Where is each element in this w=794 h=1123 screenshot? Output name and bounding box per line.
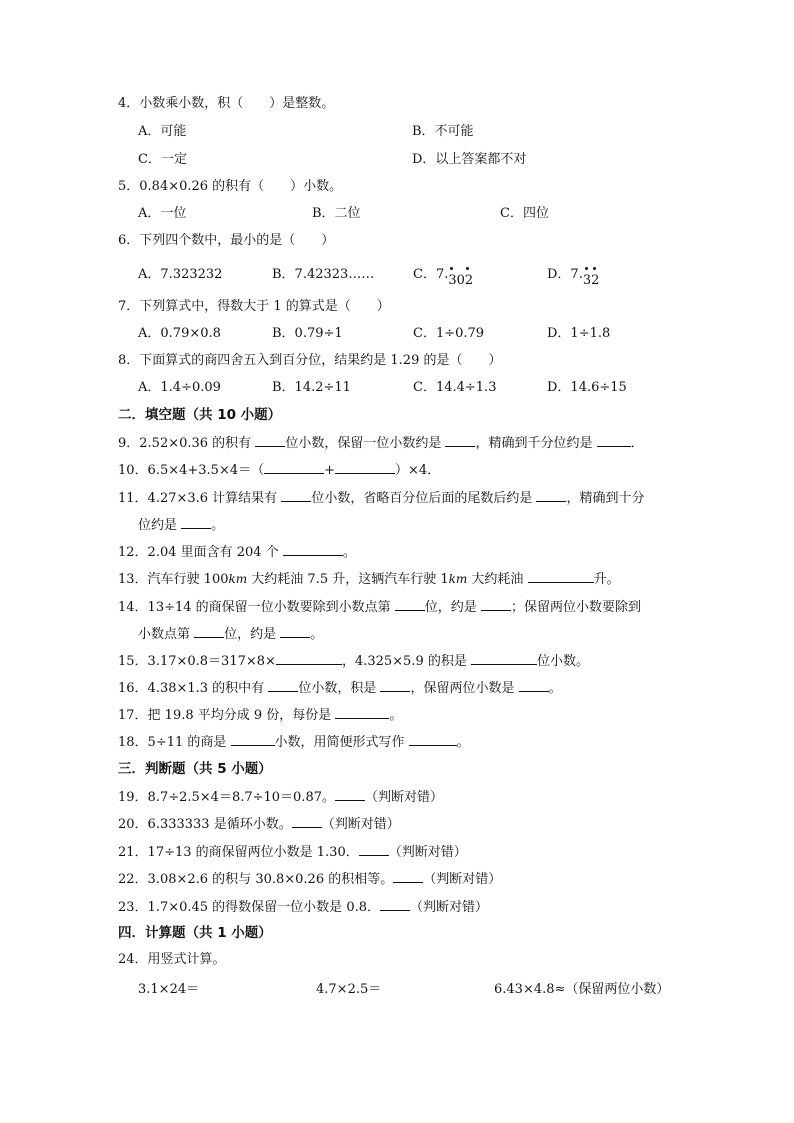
question-14-continued: 小数点第 位，约是 。 (138, 627, 324, 642)
question-21: 21．17÷13 的商保留两位小数是 1.30． （判断对错） (118, 845, 467, 860)
question-12: 12．2.04 里面含有 204 个 。 (118, 545, 356, 560)
answer-blank[interactable] (380, 679, 410, 692)
question-6: 6．下列四个数中，最小的是（ ） (118, 233, 335, 248)
question-9: 9．2.52×0.36 的积有 位小数，保留一位小数约是 ，精确到千分位约是 ． (118, 436, 644, 451)
answer-blank[interactable] (359, 843, 389, 856)
q8-option-d: D．14.6÷15 (547, 380, 627, 395)
question-10: 10．6.5×4+3.5×4＝（ + ）×4． (118, 463, 441, 478)
answer-blank[interactable] (445, 434, 475, 447)
q4-option-b: B．不可能 (412, 124, 474, 139)
q6-option-c: C．7.302 (413, 267, 474, 288)
q5-option-b: B．二位 (312, 206, 361, 221)
q7-option-c: C．1÷0.79 (413, 326, 485, 341)
answer-blank[interactable] (471, 652, 537, 665)
answer-blank[interactable] (536, 489, 566, 502)
q6-option-d: D．7.32 (547, 267, 600, 288)
answer-blank[interactable] (231, 733, 275, 746)
answer-blank[interactable] (268, 679, 298, 692)
calc-item-1: 3.1×24＝ (138, 982, 200, 997)
q4-option-d: D．以上答案都不对 (412, 152, 527, 167)
answer-blank[interactable] (380, 898, 410, 911)
q5-option-c: C．四位 (500, 206, 549, 221)
answer-blank[interactable] (393, 870, 423, 883)
q4-option-c: C．一定 (138, 152, 187, 167)
q8-option-a: A．1.4÷0.09 (138, 380, 221, 395)
question-17: 17．把 19.8 平均分成 9 份，每份是 。 (118, 708, 403, 723)
answer-blank[interactable] (255, 434, 285, 447)
repeat-dot (593, 267, 596, 270)
answer-blank[interactable] (528, 570, 594, 583)
section-heading-calc: 四．计算题（共 1 小题） (118, 925, 272, 941)
answer-blank[interactable] (181, 516, 211, 529)
answer-blank[interactable] (335, 788, 365, 801)
question-11: 11．4.27×3.6 计算结果有 位小数，省略百分位后面的尾数后约是 ，精确到十分 (118, 491, 645, 506)
question-14: 14．13÷14 的商保留一位小数要除到小数点第 位，约是 ；保留两位小数要除到 (118, 600, 641, 615)
repeat-dot (466, 267, 469, 270)
question-20: 20．6.333333 是循环小数。 （判断对错） (118, 817, 400, 832)
question-11-continued: 位约是 。 (138, 518, 225, 533)
q7-option-d: D．1÷1.8 (547, 326, 611, 341)
answer-blank[interactable] (276, 652, 342, 665)
answer-blank[interactable] (409, 733, 457, 746)
q7-option-b: B．0.79÷1 (272, 326, 343, 341)
q6-option-b: B．7.42323…… (272, 267, 375, 282)
repeat-dot (585, 267, 588, 270)
answer-blank[interactable] (519, 679, 549, 692)
repeating-decimal-d: 32 (583, 273, 600, 289)
section-heading-fill: 二．填空题（共 10 小题） (118, 407, 282, 423)
q6-option-a: A．7.323232 (138, 267, 223, 282)
question-22: 22．3.08×2.6 的积与 30.8×0.26 的积相等。 （判断对错） (118, 872, 502, 887)
answer-blank[interactable] (597, 434, 631, 447)
answer-blank[interactable] (335, 706, 389, 719)
answer-blank[interactable] (280, 625, 310, 638)
question-19: 19．8.7÷2.5×4＝8.7÷10＝0.87。 （判断对错） (118, 790, 444, 805)
q8-option-b: B．14.2÷11 (272, 380, 351, 395)
q8-option-c: C．14.4÷1.3 (413, 380, 497, 395)
q7-option-a: A．0.79×0.8 (138, 326, 221, 341)
question-13: 13．汽车行驶 100km 大约耗油 7.5 升，这辆汽车行驶 1km 大约耗油 升。 (118, 572, 620, 587)
answer-blank[interactable] (281, 489, 311, 502)
repeating-decimal-c: 302 (448, 273, 473, 289)
q5-option-a: A．一位 (138, 206, 187, 221)
answer-blank[interactable] (194, 625, 224, 638)
answer-blank[interactable] (481, 598, 511, 611)
section-heading-judge: 三．判断题（共 5 小题） (118, 761, 272, 777)
question-24: 24．用竖式计算。 (118, 952, 226, 967)
answer-blank[interactable] (395, 598, 425, 611)
repeat-dot (450, 267, 453, 270)
q4-option-a: A．可能 (138, 124, 187, 139)
answer-blank[interactable] (292, 815, 322, 828)
answer-blank[interactable] (283, 543, 343, 556)
question-5: 5．0.84×0.26 的积有（ ）小数。 (118, 179, 343, 194)
question-16: 16．4.38×1.3 的积中有 位小数，积是 ，保留两位小数是 。 (118, 681, 562, 696)
calc-item-3: 6.43×4.8≈（保留两位小数） (494, 982, 670, 997)
question-8: 8．下面算式的商四舍五入到百分位，结果约是 1.29 的是（ ） (118, 353, 502, 368)
answer-blank[interactable] (264, 461, 324, 474)
question-7: 7．下列算式中，得数大于 1 的算式是（ ） (118, 299, 390, 314)
calc-item-2: 4.7×2.5＝ (316, 982, 382, 997)
question-4: 4．小数乘小数，积（ ）是整数。 (118, 96, 335, 111)
answer-blank[interactable] (335, 461, 395, 474)
question-18: 18．5÷11 的商是 小数，用简便形式写作 。 (118, 735, 470, 750)
question-15: 15．3.17×0.8＝317×8× ，4.325×5.9 的积是 位小数。 (118, 654, 590, 669)
question-23: 23．1.7×0.45 的得数保留一位小数是 0.8． （判断对错） (118, 900, 489, 915)
